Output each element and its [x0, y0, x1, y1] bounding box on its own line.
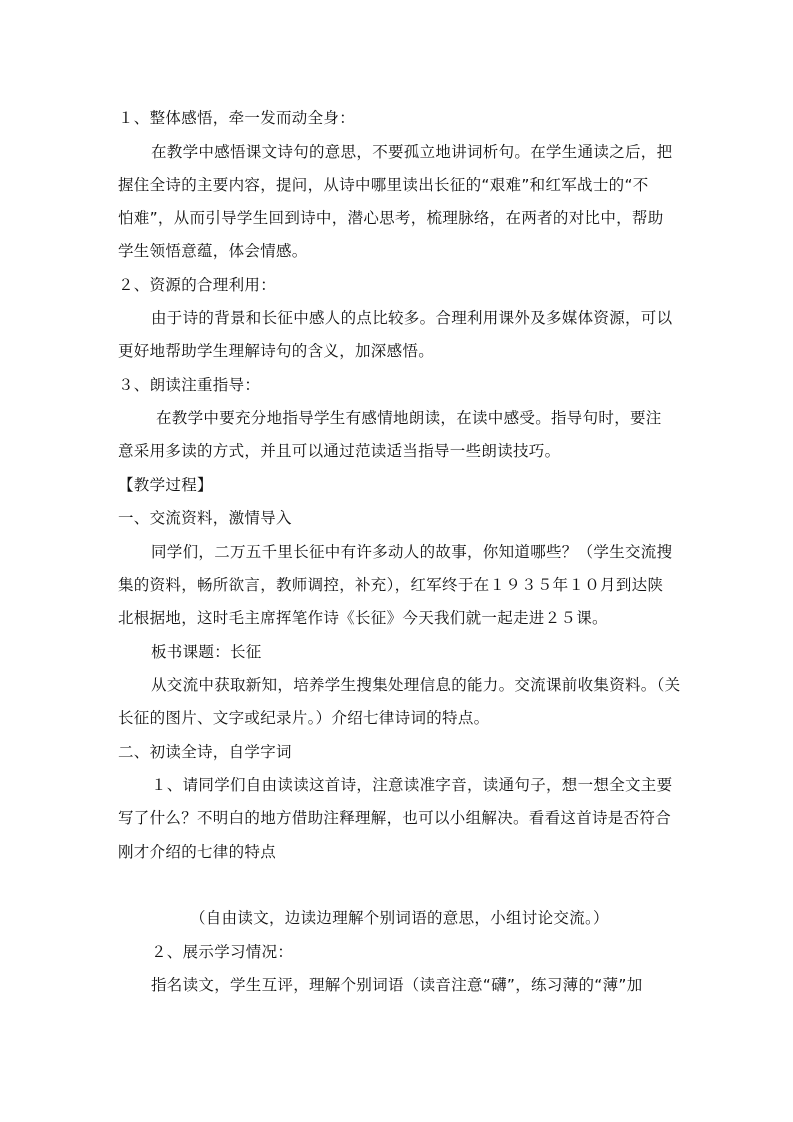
- body-line: １、请同学们自由读读这首诗，注意读准字音，读通句子，想一想全文主要: [151, 776, 673, 794]
- body-line: 指名读文，学生互评，理解个别词语（读音注意“礴”，练习薄的“薄”加: [151, 976, 643, 994]
- heading-resource-use: ２、资源的合理利用：: [118, 276, 277, 294]
- body-line-indented: （自由读文，边读边理解个别词语的意思，小组讨论交流。）: [190, 909, 609, 927]
- body-line: 由于诗的背景和长征中感人的点比较多。合理利用课外及多媒体资源，可以: [151, 309, 673, 327]
- heading-reading-guidance: ３、朗读注重指导：: [118, 376, 261, 394]
- body-line: 在教学中感悟课文诗句的意思，不要孤立地讲词析句。在学生通读之后，把: [151, 143, 673, 161]
- body-line: 握住全诗的主要内容，提问，从诗中哪里读出长征的“艰难”和红军战士的“不: [118, 176, 649, 194]
- heading-section-one: 一、交流资料，激情导入: [118, 509, 292, 527]
- body-line: 长征的图片、文字或纪录片。）介绍七律诗词的特点。: [118, 709, 490, 727]
- body-line: 北根据地，这时毛主席挥笔作诗《长征》今天我们就一起走进２５课。: [118, 609, 608, 627]
- body-line: 写了什么？不明白的地方借助注释理解，也可以小组解决。看看这首诗是否符合: [118, 809, 672, 827]
- heading-overall-perception: １、整体感悟，牵一发而动全身：: [118, 109, 356, 127]
- subheading-show-learning: ２、展示学习情况：: [151, 943, 294, 961]
- body-line: 学生领悟意蕴，体会情感。: [118, 242, 308, 260]
- body-line: 集的资料，畅所欲言，教师调控，补充），红军终于在１９３５年１０月到达陕: [118, 576, 664, 594]
- body-line: 意采用多读的方式，并且可以通过范读适当指导一些朗读技巧。: [118, 442, 561, 460]
- heading-teaching-process: 【教学过程】: [118, 476, 213, 494]
- body-line: 怕难”，从而引导学生回到诗中，潜心思考，梳理脉络，在两者的对比中，帮助: [118, 209, 664, 227]
- body-line: 刚才介绍的七律的特点: [118, 843, 277, 861]
- body-line: 更好地帮助学生理解诗句的含义，加深感悟。: [118, 342, 435, 360]
- body-line: 从交流中获取新知，培养学生搜集处理信息的能力。交流课前收集资料。（关: [151, 676, 681, 694]
- body-line: 同学们，二万五千里长征中有许多动人的故事，你知道哪些？（学生交流搜: [151, 543, 673, 561]
- heading-section-two: 二、初读全诗，自学字词: [118, 743, 292, 761]
- board-title: 板书课题：长征: [151, 643, 262, 661]
- body-line: 在教学中要充分地指导学生有感情地朗读，在读中感受。指导句时，要注: [156, 409, 662, 427]
